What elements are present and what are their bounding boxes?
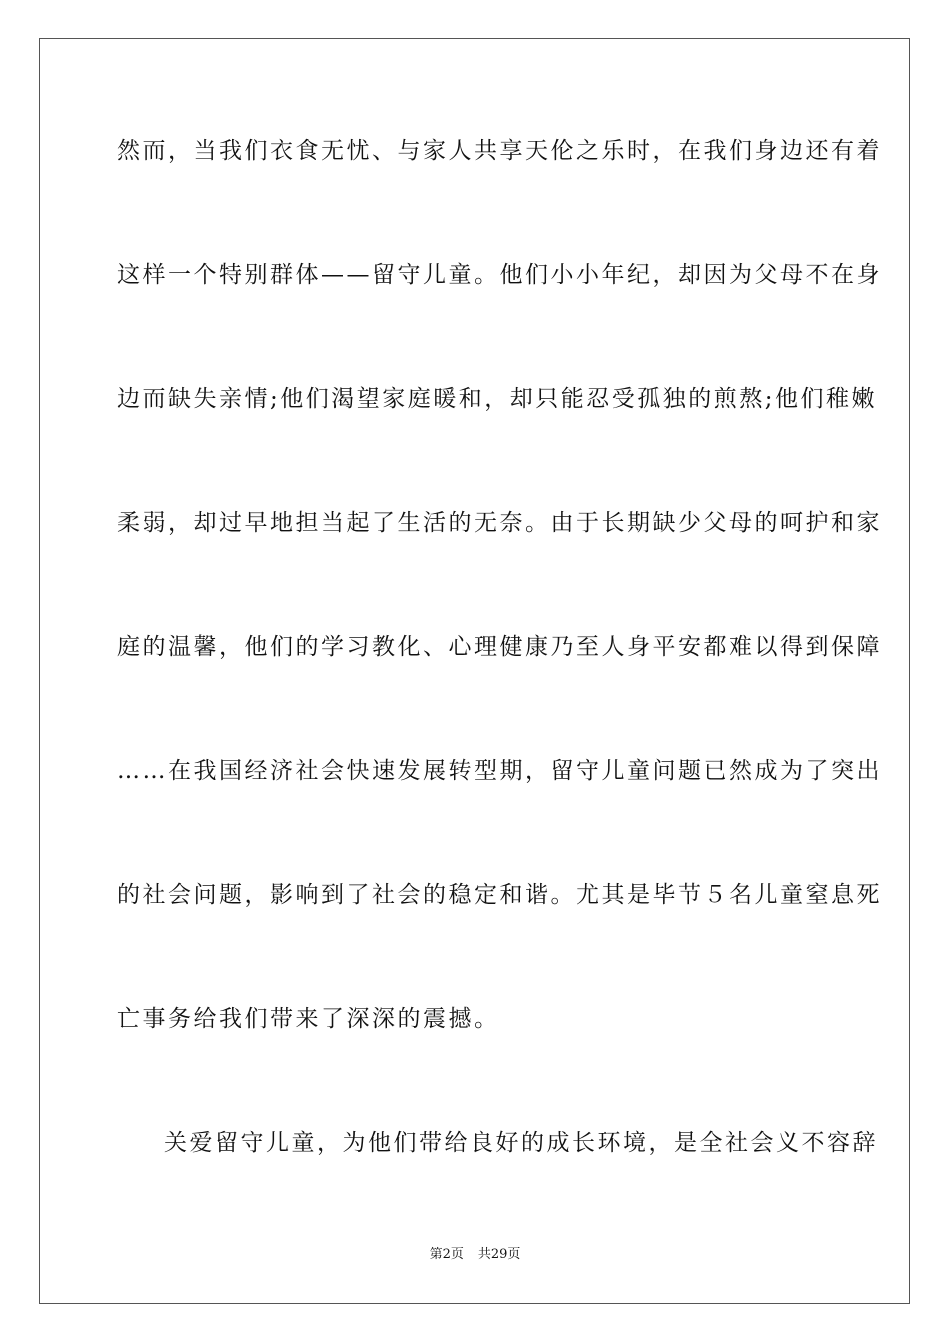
paragraph-line-2: 这样一个特别群体——留守儿童。他们小小年纪，却因为父母不在身 bbox=[117, 262, 882, 288]
page-border bbox=[39, 38, 910, 1304]
paragraph-line-8: 亡事务给我们带来了深深的震撼。 bbox=[117, 1006, 500, 1032]
paragraph-line-4: 柔弱，却过早地担当起了生活的无奈。由于长期缺少父母的呵护和家 bbox=[117, 510, 882, 536]
paragraph-line-5: 庭的温馨，他们的学习教化、心理健康乃至人身平安都难以得到保障 bbox=[117, 634, 882, 660]
paragraph-line-9: 关爱留守儿童，为他们带给良好的成长环境，是全社会义不容辞 bbox=[164, 1130, 878, 1156]
paragraph-line-3: 边而缺失亲情;他们渴望家庭暖和，却只能忍受孤独的煎熬;他们稚嫩 bbox=[117, 386, 877, 412]
paragraph-line-1: 然而，当我们衣食无忧、与家人共享天伦之乐时，在我们身边还有着 bbox=[117, 138, 882, 164]
paragraph-line-6: ……在我国经济社会快速发展转型期，留守儿童问题已然成为了突出 bbox=[117, 758, 882, 784]
paragraph-line-7: 的社会问题，影响到了社会的稳定和谐。尤其是毕节５名儿童窒息死 bbox=[117, 882, 882, 908]
page-number: 第2页 bbox=[429, 1247, 464, 1262]
page-total: 共29页 bbox=[477, 1247, 521, 1262]
page-footer bbox=[0, 1246, 950, 1264]
